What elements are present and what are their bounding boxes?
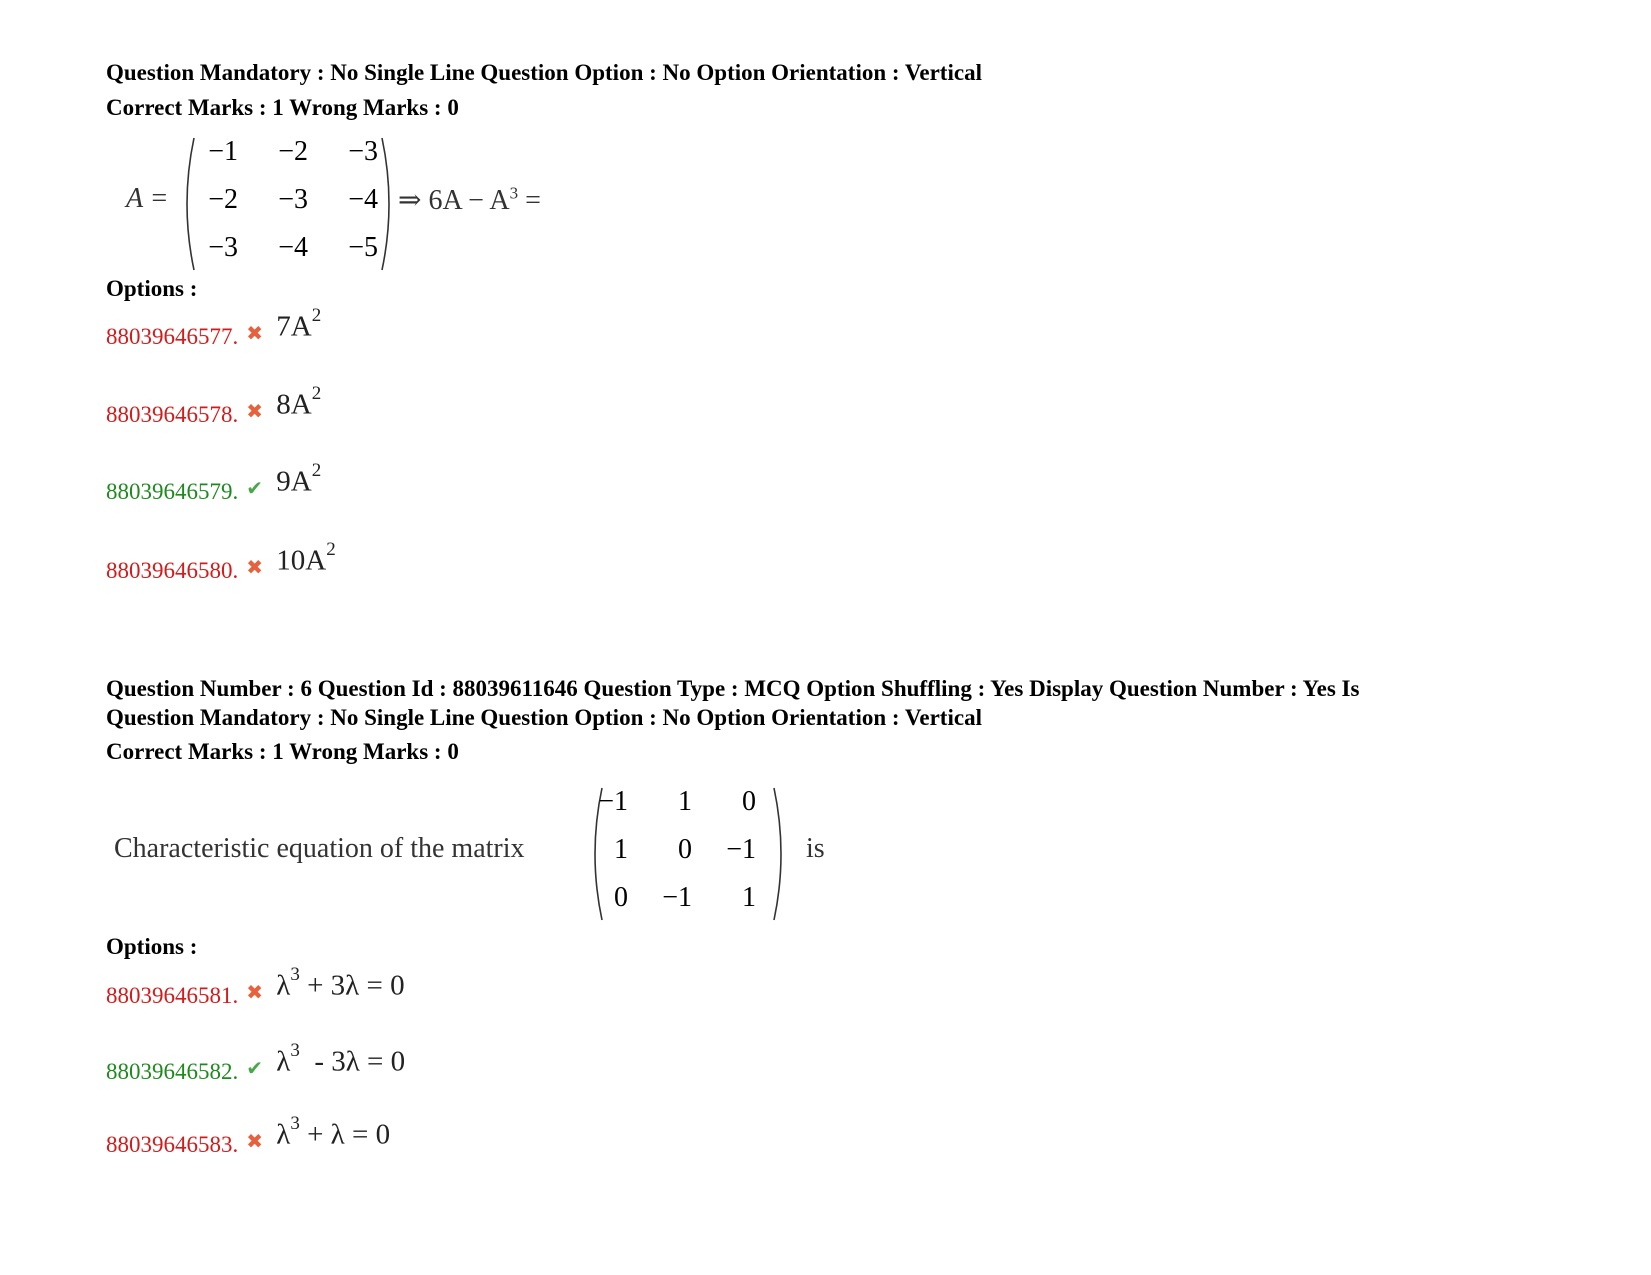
matrix-cell: −3	[348, 136, 378, 167]
matrix-cell: −1	[662, 882, 692, 913]
q5-option-4	[106, 539, 336, 584]
matrix-cell: −4	[348, 184, 378, 215]
option-post: - 3λ = 0	[299, 1045, 406, 1078]
option-base: 8A	[276, 388, 312, 421]
option-id: 88039646582.	[106, 1058, 239, 1084]
option-base: 10A	[276, 544, 327, 577]
option-exp: 2	[311, 383, 322, 404]
q6-options-label: Options :	[106, 934, 198, 959]
option-math	[276, 964, 405, 1003]
matrix-cell: 0	[678, 834, 692, 865]
matrix-cell: −2	[278, 136, 308, 167]
matrix-rhs-tail: =	[518, 185, 541, 216]
matrix-cell: −5	[348, 232, 378, 263]
matrix-cell: 0	[742, 786, 756, 817]
q6-option-2	[106, 1040, 406, 1085]
matrix-cell: −3	[278, 184, 308, 215]
option-math	[276, 1113, 391, 1152]
option-id: 88039646580.	[106, 557, 239, 583]
cross-icon: ✖	[246, 1130, 264, 1153]
matrix-cell: 1	[678, 786, 692, 817]
q6-meta-line-2: Question Mandatory : No Single Line Question Option : No Option Orientation : Vertical	[106, 705, 982, 730]
option-exp: 2	[311, 460, 322, 481]
cross-icon: ✖	[246, 981, 264, 1004]
matrix-cell: 1	[614, 834, 628, 865]
q6-option-1	[106, 964, 405, 1009]
matrix-rhs-text: ⇒ 6A − A	[398, 185, 510, 216]
option-id: 88039646579.	[106, 478, 239, 504]
right-paren-icon	[770, 784, 790, 924]
q5-meta-line: Question Mandatory : No Single Line Question Option : No Option Orientation : Vertical	[106, 60, 982, 85]
option-base: 9A	[276, 465, 312, 498]
cross-icon: ✖	[246, 556, 264, 579]
matrix-cell: −3	[208, 232, 238, 263]
check-icon: ✔	[246, 1057, 264, 1080]
q5-option-1	[106, 305, 322, 350]
right-paren-icon	[378, 134, 398, 274]
q5-option-3	[106, 460, 322, 505]
option-id: 88039646578.	[106, 401, 239, 427]
option-exp: 2	[326, 539, 336, 560]
q6-meta-line-1: Question Number : 6 Question Id : 88039611646 Question Type : MCQ Option Shuffling : Yes Display Question Number : Yes Is	[106, 676, 1360, 701]
option-pre: λ	[276, 1045, 291, 1078]
matrix-cell: −2	[208, 184, 238, 215]
q5-option-2	[106, 383, 322, 428]
matrix-cell: −4	[278, 232, 308, 263]
option-exp: 3	[290, 1040, 300, 1061]
option-exp: 3	[290, 964, 300, 985]
option-base: 7A	[276, 310, 312, 343]
option-math	[276, 460, 322, 499]
option-math	[276, 539, 336, 578]
option-exp: 2	[311, 305, 322, 326]
matrix-cell: −1	[726, 834, 756, 865]
option-math	[276, 383, 322, 422]
option-pre: λ	[276, 1118, 291, 1151]
matrix-rhs-exp: 3	[509, 183, 519, 203]
option-post: + 3λ = 0	[299, 969, 405, 1002]
q6-option-3	[106, 1113, 391, 1158]
question-text: Characteristic equation of the matrix	[114, 833, 525, 864]
cross-icon: ✖	[246, 322, 264, 345]
option-post: + λ = 0	[299, 1118, 391, 1151]
option-pre: λ	[276, 969, 291, 1002]
check-icon: ✔	[246, 477, 264, 500]
option-exp: 3	[290, 1113, 300, 1134]
option-math	[276, 305, 322, 344]
matrix-cell: 0	[614, 882, 628, 913]
question-tail: is	[806, 833, 825, 864]
q5-options-label: Options :	[106, 276, 198, 301]
matrix-lhs: A =	[126, 183, 169, 214]
matrix-cell: −1	[208, 136, 238, 167]
option-id: 88039646583.	[106, 1131, 239, 1157]
q6-marks: Correct Marks : 1 Wrong Marks : 0	[106, 739, 459, 764]
option-math	[276, 1040, 406, 1079]
matrix-cell: −1	[598, 786, 628, 817]
option-id: 88039646577.	[106, 323, 239, 349]
cross-icon: ✖	[246, 400, 264, 423]
matrix-cell: 1	[742, 882, 756, 913]
option-id: 88039646581.	[106, 982, 239, 1008]
matrix-rhs	[398, 183, 541, 217]
q5-marks: Correct Marks : 1 Wrong Marks : 0	[106, 95, 459, 120]
